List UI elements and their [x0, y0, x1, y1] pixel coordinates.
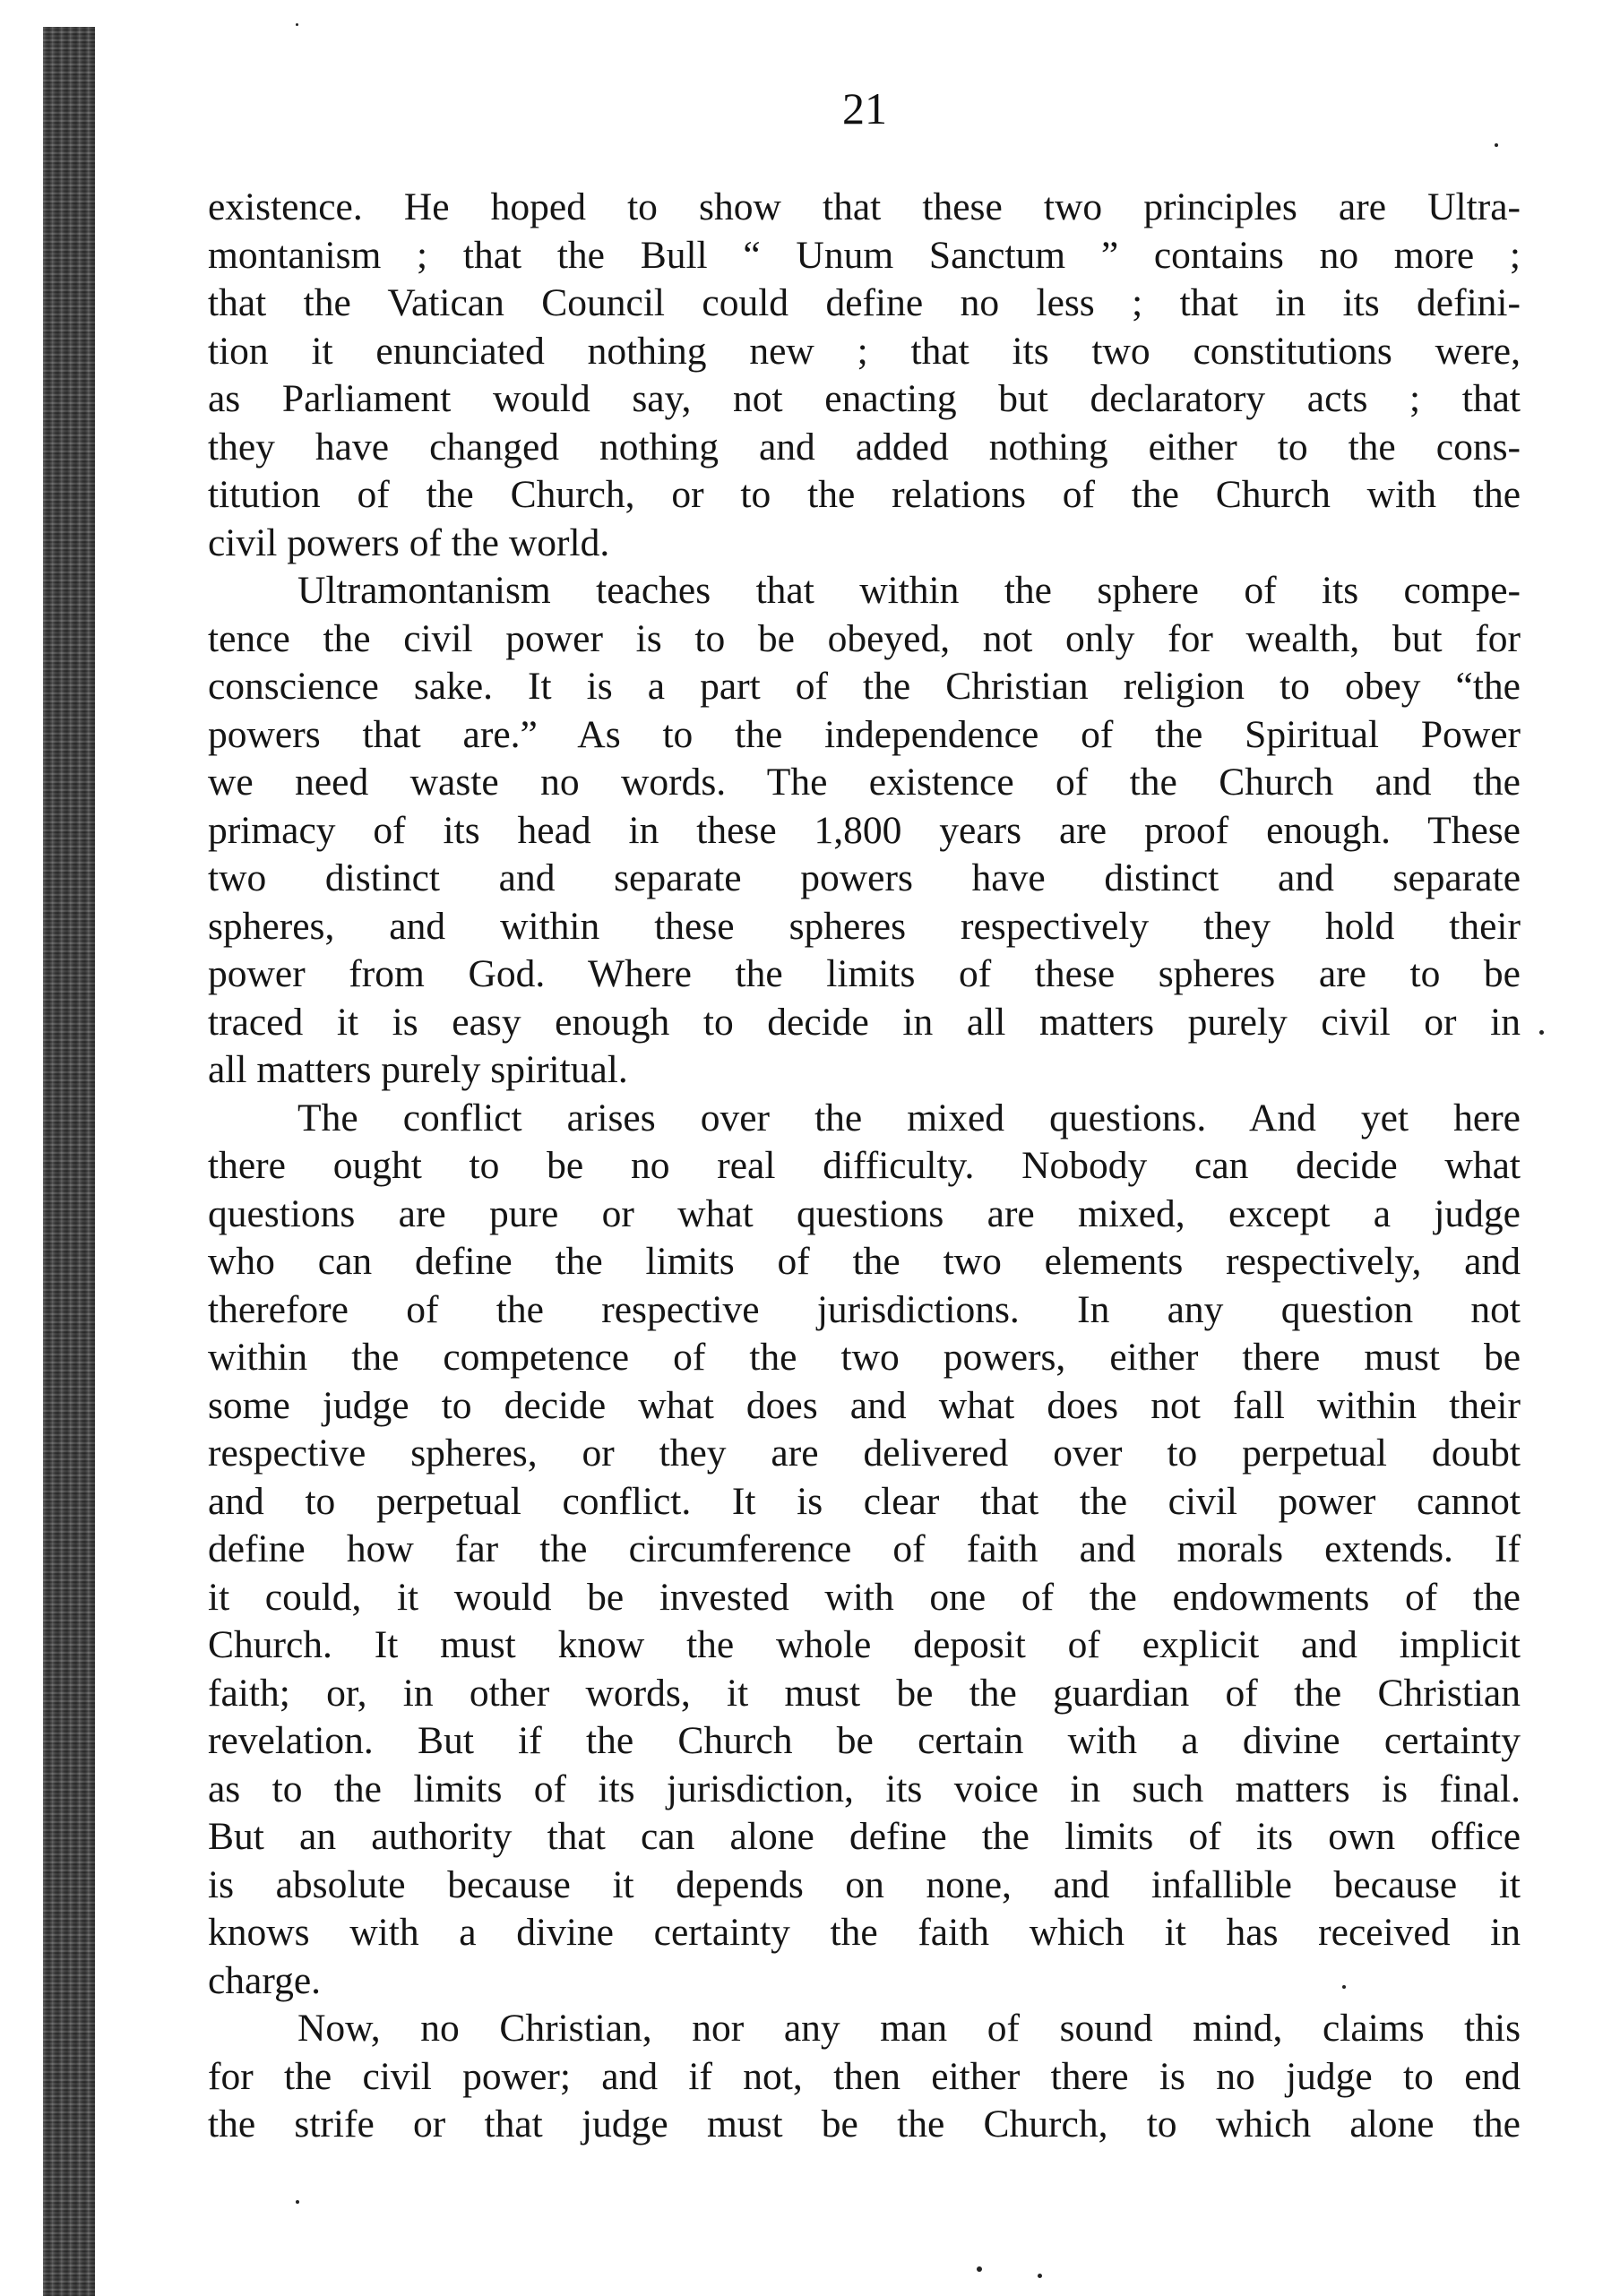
text-line: who can define the limits of the two elements respectively, and [208, 1240, 1521, 1283]
text-line: therefore of the respective jurisdictions. In any question not [208, 1287, 1521, 1331]
text-line: powers that are.” As to the independence of the Spiritual Power [208, 712, 1521, 756]
text-line: civil powers of the world. [208, 520, 610, 564]
text-line: and to perpetual conflict. It is clear that the civil power cannot [208, 1479, 1521, 1523]
text-line: Ultramontanism teaches that within the sphere of its compe- [297, 569, 1521, 612]
text-line: for the civil power; and if not, then either there is no judge to end [208, 2054, 1521, 2098]
page-number: 21 [842, 83, 887, 133]
ink-speck [1495, 143, 1498, 147]
ink-speck [977, 2266, 982, 2272]
text-line: is absolute because it depends on none, and infallible because it [208, 1862, 1521, 1906]
text-line: the strife or that judge must be the Church, to which alone the [208, 2103, 1521, 2146]
text-line: primacy of its head in these 1,800 years are proof enough. These [208, 808, 1521, 852]
text-line: that the Vatican Council could define no less ; that in its defini- [208, 281, 1521, 324]
ink-speck [1038, 2274, 1042, 2278]
text-line: power from God. Where the limits of these spheres are to be [208, 952, 1521, 995]
text-line: Now, no Christian, nor any man of sound mind, claims this [297, 2007, 1521, 2050]
text-line: titution of the Church, or to the relations of the Church with the [208, 473, 1521, 516]
text-line: existence. He hoped to show that these two principles are Ultra- [208, 185, 1521, 228]
book-binding-edge [43, 27, 95, 2296]
text-line: within the competence of the two powers, either there must be [208, 1336, 1521, 1379]
text-line: montanism ; that the Bull “ Unum Sanctum ” contains no more ; [208, 233, 1521, 277]
text-line: spheres, and within these spheres respectively they hold their [208, 904, 1521, 948]
text-line: Church. It must know the whole deposit of explicit and implicit [208, 1623, 1521, 1666]
text-line: revelation. But if the Church be certain with a divine certainty [208, 1719, 1521, 1762]
page-text [208, 184, 1521, 2149]
text-line: knows with a divine certainty the faith which it has received in [208, 1911, 1521, 1954]
text-line: The conflict arises over the mixed questions. And yet here [297, 1096, 1521, 1139]
text-line: as Parliament would say, not enacting but declaratory acts ; that [208, 377, 1521, 420]
text-line: we need waste no words. The existence of the Church and the [208, 761, 1521, 804]
text-line: But an authority that can alone define the limits of its own office [208, 1815, 1521, 1858]
ink-speck [296, 2200, 299, 2204]
text-line: faith; or, in other words, it must be the guardian of the Christian [208, 1671, 1521, 1715]
text-line: tion it enunciated nothing new ; that its two constitutions were, [208, 329, 1521, 373]
text-line: questions are pure or what questions are mixed, except a judge [208, 1191, 1521, 1235]
ink-speck [1539, 1030, 1544, 1035]
text-line: traced it is easy enough to decide in all matters purely civil or in [208, 1000, 1521, 1044]
text-line: two distinct and separate powers have distinct and separate [208, 856, 1521, 899]
text-line: charge. [208, 1958, 321, 2002]
text-line: all matters purely spiritual. [208, 1048, 628, 1091]
text-line: as to the limits of its jurisdiction, its voice in such matters is final. [208, 1767, 1521, 1810]
text-line: they have changed nothing and added nothing either to the cons- [208, 425, 1521, 469]
text-line: tence the civil power is to be obeyed, not only for wealth, but for [208, 616, 1521, 660]
text-line: respective spheres, or they are delivered over to perpetual doubt [208, 1432, 1521, 1475]
text-line: it could, it would be invested with one of the endowments of the [208, 1575, 1521, 1619]
text-line: there ought to be no real difficulty. Nobody can decide what [208, 1144, 1521, 1187]
text-line: conscience sake. It is a part of the Christian religion to obey “the [208, 665, 1521, 708]
ink-speck [296, 23, 298, 26]
text-line: define how far the circumference of faith and morals extends. If [208, 1527, 1521, 1570]
ink-speck [1342, 1985, 1346, 1989]
text-line: some judge to decide what does and what does not fall within their [208, 1383, 1521, 1427]
